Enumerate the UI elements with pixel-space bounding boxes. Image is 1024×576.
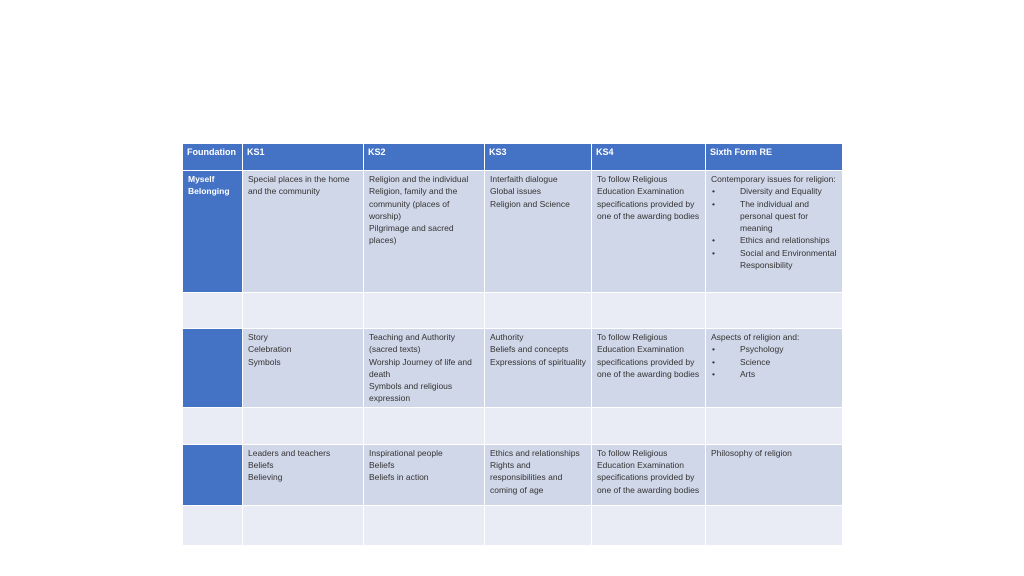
empty-row — [183, 293, 843, 329]
sixth-form-bullet — [711, 247, 837, 272]
empty-cell — [706, 293, 843, 329]
bullet-text: Arts — [740, 368, 756, 379]
ks2-line: Beliefs — [369, 460, 395, 471]
ks2-line: Beliefs in action — [369, 472, 429, 483]
ks2-cell — [364, 444, 485, 505]
foundation-cell — [183, 505, 243, 545]
bullet-text: Social and Environmental Responsibility — [740, 247, 837, 271]
sixth-form-bullet — [711, 343, 837, 355]
foundation-line: Myself — [188, 174, 215, 184]
ks2-line: Inspirational people — [369, 447, 443, 458]
bullet-dot-icon: • — [712, 198, 715, 209]
empty-cell — [364, 407, 485, 444]
ks4-line: To follow Religious Education Examination specifications provided by one of the awarding bodies — [597, 174, 700, 221]
table-row — [183, 329, 843, 408]
empty-cell — [485, 293, 592, 329]
table-row — [183, 444, 843, 505]
empty-row — [183, 505, 843, 545]
header-sixth-form: Sixth Form RE — [706, 144, 843, 171]
ks3-line: Expressions of spirituality — [490, 356, 586, 367]
ks3-line: Rights and responsibilities and coming of age — [490, 460, 563, 495]
ks4-cell — [592, 444, 706, 505]
ks3-cell — [485, 171, 592, 293]
header-ks1: KS1 — [243, 144, 364, 171]
curriculum-table — [182, 143, 843, 546]
bullet-text: Psychology — [740, 344, 784, 355]
bullet-dot-icon: • — [712, 186, 715, 197]
empty-row — [183, 407, 843, 444]
sixth-form-bullet — [711, 198, 837, 235]
header-row — [183, 144, 843, 171]
empty-cell — [485, 505, 592, 545]
ks1-cell — [243, 444, 364, 505]
empty-cell — [592, 293, 706, 329]
header-foundation: Foundation — [183, 144, 243, 171]
bullet-text: The individual and personal quest for meaning — [740, 198, 809, 234]
ks3-line: Authority — [490, 332, 524, 342]
bullet-dot-icon: • — [712, 368, 715, 379]
ks1-cell — [243, 329, 364, 408]
ks3-cell — [485, 444, 592, 505]
bullet-dot-icon: • — [712, 356, 715, 367]
sixth-form-cell — [706, 329, 843, 408]
empty-cell — [243, 505, 364, 545]
ks4-cell — [592, 329, 706, 408]
empty-cell — [243, 407, 364, 444]
bullet-dot-icon: • — [712, 235, 715, 246]
bullet-dot-icon: • — [712, 247, 715, 258]
sixth-form-intro: Philosophy of religion — [711, 447, 792, 458]
foundation-line: Belonging — [188, 186, 230, 197]
ks4-cell — [592, 171, 706, 293]
bullet-dot-icon: • — [712, 344, 715, 355]
ks2-line: Symbols and religious expression — [369, 381, 453, 404]
empty-cell — [243, 293, 364, 329]
ks1-line: Story — [248, 332, 268, 342]
sixth-form-intro: Aspects of religion and: — [711, 332, 800, 342]
empty-cell — [592, 407, 706, 444]
foundation-cell — [183, 293, 243, 329]
ks2-line: Teaching and Authority (sacred texts) — [369, 332, 456, 355]
ks3-cell — [485, 329, 592, 408]
table-body — [183, 171, 843, 546]
empty-cell — [364, 505, 485, 545]
foundation-cell — [183, 407, 243, 444]
sixth-form-bullet — [711, 356, 837, 368]
bullet-text: Ethics and relationships — [740, 235, 830, 246]
header-ks3: KS3 — [485, 144, 592, 171]
ks2-line: Religion and the individual — [369, 174, 469, 184]
foundation-cell — [183, 444, 243, 505]
sixth-form-cell — [706, 444, 843, 505]
empty-cell — [592, 505, 706, 545]
ks2-line: Worship Journey of life and death — [369, 356, 472, 379]
ks2-cell — [364, 171, 485, 293]
ks3-line: Ethics and relationships — [490, 447, 580, 458]
ks4-line: To follow Religious Education Examination specifications provided by one of the awarding bodies — [597, 447, 700, 495]
table-row — [183, 171, 843, 293]
foundation-cell — [183, 329, 243, 408]
ks1-line: Symbols — [248, 356, 281, 367]
sixth-form-bullet — [711, 185, 837, 197]
ks1-line: Special places in the home and the community — [248, 174, 350, 197]
ks1-line: Leaders and teachers — [248, 447, 331, 458]
ks4-line: To follow Religious Education Examination specifications provided by one of the awarding bodies — [597, 332, 700, 379]
ks1-line: Celebration — [248, 344, 292, 355]
ks1-line: Beliefs — [248, 460, 274, 471]
ks1-cell — [243, 171, 364, 293]
sixth-form-bullet — [711, 234, 837, 246]
empty-cell — [364, 293, 485, 329]
ks3-line: Interfaith dialogue — [490, 174, 558, 184]
ks2-line: Religion, family and the community (places of worship) — [369, 186, 458, 221]
empty-cell — [485, 407, 592, 444]
bullet-text: Diversity and Equality — [740, 186, 822, 197]
ks3-line: Global issues — [490, 186, 542, 197]
header-ks2: KS2 — [364, 144, 485, 171]
sixth-form-cell — [706, 171, 843, 293]
bullet-text: Science — [740, 356, 771, 367]
sixth-form-intro: Contemporary issues for religion: — [711, 174, 836, 184]
empty-cell — [706, 407, 843, 444]
ks2-cell — [364, 329, 485, 408]
ks1-line: Believing — [248, 472, 283, 483]
ks2-line: Pilgrimage and sacred places) — [369, 223, 454, 246]
ks3-line: Beliefs and concepts — [490, 344, 569, 355]
header-ks4: KS4 — [592, 144, 706, 171]
foundation-cell — [183, 171, 243, 293]
ks3-line: Religion and Science — [490, 198, 570, 209]
empty-cell — [706, 505, 843, 545]
sixth-form-bullet — [711, 368, 837, 380]
